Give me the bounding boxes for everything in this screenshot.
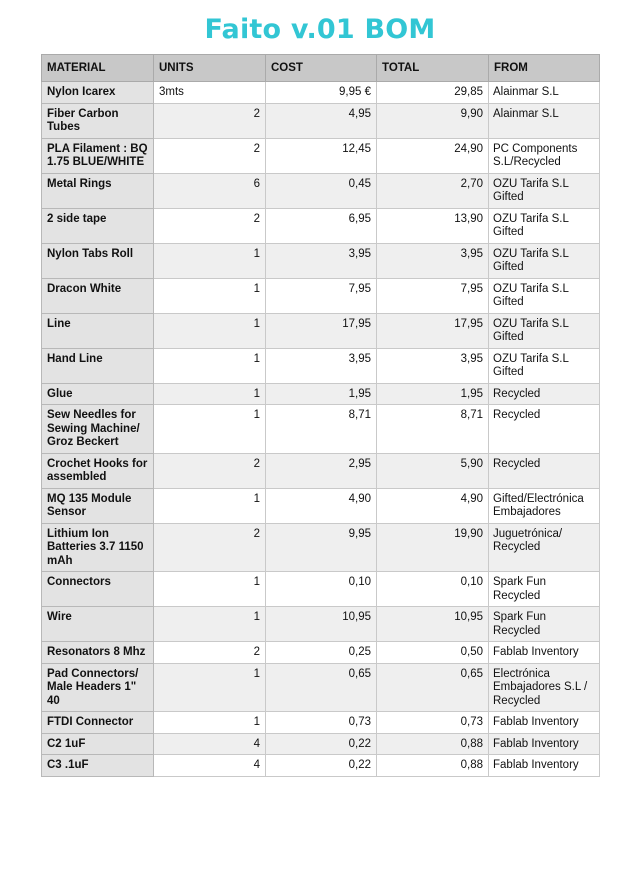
- material-cell: Fiber Carbon Tubes: [42, 103, 154, 138]
- from-cell: Fablab Inventory: [489, 733, 600, 755]
- from-cell: Gifted/Electrónica Embajadores: [489, 488, 600, 523]
- total-cell: 8,71: [377, 405, 489, 454]
- from-cell: Fablab Inventory: [489, 755, 600, 777]
- table-row: [42, 405, 600, 454]
- from-cell: Recycled: [489, 383, 600, 405]
- header-cost: COST: [266, 55, 377, 82]
- total-cell: 10,95: [377, 607, 489, 642]
- cost-cell: 0,10: [266, 572, 377, 607]
- table-row: [42, 173, 600, 208]
- material-cell: 2 side tape: [42, 208, 154, 243]
- material-cell: Sew Needles for Sewing Machine/ Groz Beckert: [42, 405, 154, 454]
- cost-cell: 1,95: [266, 383, 377, 405]
- total-cell: 0,88: [377, 733, 489, 755]
- cost-cell: 17,95: [266, 313, 377, 348]
- from-cell: OZU Tarifa S.L Gifted: [489, 173, 600, 208]
- material-cell: Glue: [42, 383, 154, 405]
- total-cell: 24,90: [377, 138, 489, 173]
- material-cell: PLA Filament : BQ 1.75 BLUE/WHITE: [42, 138, 154, 173]
- material-cell: Dracon White: [42, 278, 154, 313]
- table-row: [42, 572, 600, 607]
- cost-cell: 10,95: [266, 607, 377, 642]
- units-cell: 1: [154, 383, 266, 405]
- from-cell: PC Components S.L/Recycled: [489, 138, 600, 173]
- cost-cell: 12,45: [266, 138, 377, 173]
- document-title: Faito v.01 BOM: [204, 14, 436, 45]
- material-cell: Lithium Ion Batteries 3.7 1150 mAh: [42, 523, 154, 572]
- header-material: MATERIAL: [42, 55, 154, 82]
- from-cell: OZU Tarifa S.L Gifted: [489, 208, 600, 243]
- from-cell: Juguetrónica/ Recycled: [489, 523, 600, 572]
- units-cell: 1: [154, 607, 266, 642]
- material-cell: Resonators 8 Mhz: [42, 642, 154, 664]
- cost-cell: 6,95: [266, 208, 377, 243]
- units-cell: 2: [154, 208, 266, 243]
- cost-cell: 0,73: [266, 712, 377, 734]
- cost-cell: 4,90: [266, 488, 377, 523]
- total-cell: 7,95: [377, 278, 489, 313]
- units-cell: 3mts: [154, 82, 266, 104]
- units-cell: 1: [154, 243, 266, 278]
- units-cell: 2: [154, 453, 266, 488]
- material-cell: C2 1uF: [42, 733, 154, 755]
- material-cell: Connectors: [42, 572, 154, 607]
- units-cell: 1: [154, 278, 266, 313]
- total-cell: 19,90: [377, 523, 489, 572]
- from-cell: Recycled: [489, 405, 600, 454]
- total-cell: 3,95: [377, 348, 489, 383]
- table-row: [42, 488, 600, 523]
- total-cell: 1,95: [377, 383, 489, 405]
- table-row: [42, 663, 600, 712]
- table-row: [42, 733, 600, 755]
- table-row: [42, 243, 600, 278]
- table-row: [42, 642, 600, 664]
- from-cell: Recycled: [489, 453, 600, 488]
- from-cell: OZU Tarifa S.L Gifted: [489, 243, 600, 278]
- units-cell: 2: [154, 103, 266, 138]
- total-cell: 4,90: [377, 488, 489, 523]
- table-row: [42, 453, 600, 488]
- units-cell: 2: [154, 523, 266, 572]
- total-cell: 5,90: [377, 453, 489, 488]
- units-cell: 1: [154, 405, 266, 454]
- header-row: [42, 55, 600, 82]
- from-cell: OZU Tarifa S.L Gifted: [489, 278, 600, 313]
- total-cell: 0,10: [377, 572, 489, 607]
- cost-cell: 8,71: [266, 405, 377, 454]
- table-row: [42, 208, 600, 243]
- header-from: FROM: [489, 55, 600, 82]
- table-row: [42, 313, 600, 348]
- table-row: [42, 383, 600, 405]
- total-cell: 2,70: [377, 173, 489, 208]
- from-cell: Spark Fun Recycled: [489, 572, 600, 607]
- total-cell: 13,90: [377, 208, 489, 243]
- material-cell: Metal Rings: [42, 173, 154, 208]
- cost-cell: 9,95 €: [266, 82, 377, 104]
- bom-table-body: [42, 82, 600, 777]
- table-row: [42, 278, 600, 313]
- units-cell: 1: [154, 663, 266, 712]
- material-cell: Pad Connectors/ Male Headers 1" 40: [42, 663, 154, 712]
- material-cell: Wire: [42, 607, 154, 642]
- total-cell: 17,95: [377, 313, 489, 348]
- from-cell: OZU Tarifa S.L Gifted: [489, 348, 600, 383]
- from-cell: Alainmar S.L: [489, 82, 600, 104]
- from-cell: OZU Tarifa S.L Gifted: [489, 313, 600, 348]
- units-cell: 1: [154, 348, 266, 383]
- cost-cell: 3,95: [266, 243, 377, 278]
- from-cell: Alainmar S.L: [489, 103, 600, 138]
- units-cell: 1: [154, 572, 266, 607]
- table-row: [42, 607, 600, 642]
- material-cell: MQ 135 Module Sensor: [42, 488, 154, 523]
- table-row: [42, 103, 600, 138]
- units-cell: 6: [154, 173, 266, 208]
- units-cell: 1: [154, 488, 266, 523]
- material-cell: Crochet Hooks for assembled: [42, 453, 154, 488]
- cost-cell: 7,95: [266, 278, 377, 313]
- cost-cell: 0,45: [266, 173, 377, 208]
- table-row: [42, 755, 600, 777]
- total-cell: 9,90: [377, 103, 489, 138]
- total-cell: 0,65: [377, 663, 489, 712]
- cost-cell: 2,95: [266, 453, 377, 488]
- cost-cell: 0,22: [266, 755, 377, 777]
- table-row: [42, 523, 600, 572]
- cost-cell: 0,25: [266, 642, 377, 664]
- total-cell: 0,73: [377, 712, 489, 734]
- table-row: [42, 348, 600, 383]
- total-cell: 0,50: [377, 642, 489, 664]
- cost-cell: 3,95: [266, 348, 377, 383]
- bom-table: [41, 54, 600, 777]
- total-cell: 0,88: [377, 755, 489, 777]
- cost-cell: 9,95: [266, 523, 377, 572]
- material-cell: C3 .1uF: [42, 755, 154, 777]
- from-cell: Fablab Inventory: [489, 712, 600, 734]
- header-total: TOTAL: [377, 55, 489, 82]
- material-cell: Hand Line: [42, 348, 154, 383]
- material-cell: FTDI Connector: [42, 712, 154, 734]
- units-cell: 1: [154, 313, 266, 348]
- cost-cell: 4,95: [266, 103, 377, 138]
- total-cell: 29,85: [377, 82, 489, 104]
- table-row: [42, 712, 600, 734]
- cost-cell: 0,65: [266, 663, 377, 712]
- table-row: [42, 82, 600, 104]
- units-cell: 4: [154, 755, 266, 777]
- from-cell: Electrónica Embajadores S.L / Recycled: [489, 663, 600, 712]
- from-cell: Fablab Inventory: [489, 642, 600, 664]
- header-units: UNITS: [154, 55, 266, 82]
- units-cell: 2: [154, 642, 266, 664]
- material-cell: Line: [42, 313, 154, 348]
- total-cell: 3,95: [377, 243, 489, 278]
- units-cell: 2: [154, 138, 266, 173]
- material-cell: Nylon Tabs Roll: [42, 243, 154, 278]
- from-cell: Spark Fun Recycled: [489, 607, 600, 642]
- units-cell: 4: [154, 733, 266, 755]
- units-cell: 1: [154, 712, 266, 734]
- table-row: [42, 138, 600, 173]
- cost-cell: 0,22: [266, 733, 377, 755]
- material-cell: Nylon Icarex: [42, 82, 154, 104]
